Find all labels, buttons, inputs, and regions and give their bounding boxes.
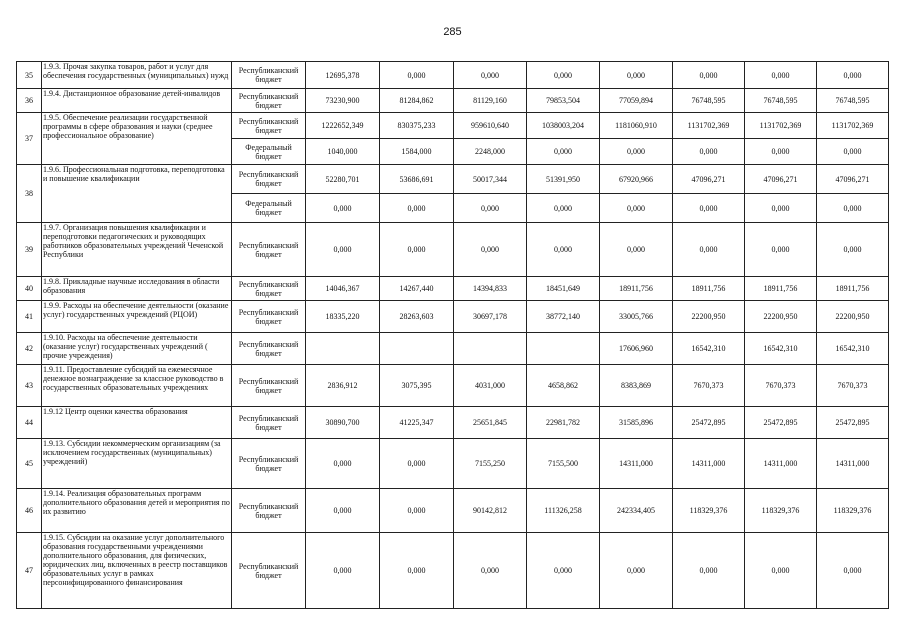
amount-cell: 0,000 xyxy=(454,223,527,277)
measure-name-text: 1.9.8. Прикладные научные исследования в области образования xyxy=(43,277,220,295)
table-row xyxy=(17,407,889,439)
table-row xyxy=(17,439,889,489)
amount-cell: 25472,895 xyxy=(817,407,889,439)
amount-cell: 8383,869 xyxy=(600,365,673,407)
row-number: 38 xyxy=(17,165,42,223)
amount-cell: 0,000 xyxy=(380,439,454,489)
amount-cell: 16542,310 xyxy=(745,333,817,365)
amount-cell: 52280,701 xyxy=(306,165,380,194)
amount-cell: 18451,649 xyxy=(527,277,600,301)
row-number: 37 xyxy=(17,113,42,165)
amount-cell: 0,000 xyxy=(745,223,817,277)
amount-cell: 0,000 xyxy=(380,223,454,277)
amount-cell: 14311,000 xyxy=(745,439,817,489)
amount-cell: 7670,373 xyxy=(745,365,817,407)
funding-source: Федеральный бюджет xyxy=(232,139,306,165)
funding-source: Республиканский бюджет xyxy=(232,277,306,301)
amount-cell: 47096,271 xyxy=(673,165,745,194)
funding-source: Республиканский бюджет xyxy=(232,165,306,194)
table-row xyxy=(17,89,889,113)
amount-cell: 111326,258 xyxy=(527,489,600,533)
funding-source: Республиканский бюджет xyxy=(232,301,306,333)
amount-cell: 1181060,910 xyxy=(600,113,673,139)
measure-name xyxy=(42,165,232,223)
amount-cell: 0,000 xyxy=(380,533,454,609)
amount-cell: 4031,000 xyxy=(454,365,527,407)
funding-source: Республиканский бюджет xyxy=(232,365,306,407)
measure-name xyxy=(42,533,232,609)
measure-name-text: 1.9.7. Организация повышения квалификации и переподготовки педагогических и руководящих работников образовательных учреждений Чеченской Республики xyxy=(43,223,224,259)
amount-cell: 73230,900 xyxy=(306,89,380,113)
amount-cell: 0,000 xyxy=(745,533,817,609)
amount-cell: 16542,310 xyxy=(673,333,745,365)
funding-source: Республиканский бюджет xyxy=(232,407,306,439)
amount-cell: 0,000 xyxy=(454,62,527,89)
amount-cell xyxy=(454,333,527,365)
amount-cell: 242334,405 xyxy=(600,489,673,533)
row-number: 42 xyxy=(17,333,42,365)
measure-name xyxy=(42,489,232,533)
measure-name xyxy=(42,407,232,439)
measure-name-text: 1.9.15. Субсидии на оказание услуг дополнительного образования государственными учреждениями дополнительного образования, для физических, юридических лиц, включенных в реестр поставщиков образовательных услуг в рамках персонифицированного финансирования xyxy=(43,533,228,587)
measure-name xyxy=(42,277,232,301)
amount-cell: 0,000 xyxy=(527,223,600,277)
amount-cell: 0,000 xyxy=(306,194,380,223)
funding-source: Республиканский бюджет xyxy=(232,113,306,139)
amount-cell: 25472,895 xyxy=(745,407,817,439)
amount-cell: 0,000 xyxy=(527,533,600,609)
amount-cell: 0,000 xyxy=(306,533,380,609)
amount-cell: 1584,000 xyxy=(380,139,454,165)
amount-cell: 41225,347 xyxy=(380,407,454,439)
amount-cell: 77059,894 xyxy=(600,89,673,113)
amount-cell: 18911,756 xyxy=(673,277,745,301)
amount-cell: 17606,960 xyxy=(600,333,673,365)
amount-cell: 0,000 xyxy=(817,139,889,165)
amount-cell: 0,000 xyxy=(745,62,817,89)
amount-cell: 0,000 xyxy=(306,439,380,489)
amount-cell: 2836,912 xyxy=(306,365,380,407)
amount-cell: 0,000 xyxy=(600,62,673,89)
amount-cell: 118329,376 xyxy=(745,489,817,533)
amount-cell: 67920,966 xyxy=(600,165,673,194)
amount-cell: 76748,595 xyxy=(673,89,745,113)
measure-name xyxy=(42,89,232,113)
row-number: 45 xyxy=(17,439,42,489)
measure-name-text: 1.9.13. Субсидии некоммерческим организациям (за исключением государственных (муниципальных) учреждений) xyxy=(43,439,221,466)
amount-cell: 7670,373 xyxy=(673,365,745,407)
measure-name-text: 1.9.9. Расходы на обеспечение деятельности (оказание услуг) государственных учреждений (РЦОИ) xyxy=(43,301,229,319)
amount-cell: 1131702,369 xyxy=(745,113,817,139)
measure-name-text: 1.9.5. Обеспечение реализации государственной программы в сфере образования и науки (среднее профессиональное образование) xyxy=(43,113,213,140)
funding-source: Республиканский бюджет xyxy=(232,489,306,533)
measure-name-text: 1.9.11. Предоставление субсидий на ежемесячное денежное вознаграждение за классное руководство в государственных образовательных учреждениях xyxy=(43,365,224,392)
row-number: 46 xyxy=(17,489,42,533)
amount-cell: 0,000 xyxy=(380,489,454,533)
funding-source: Республиканский бюджет xyxy=(232,439,306,489)
amount-cell: 22981,782 xyxy=(527,407,600,439)
amount-cell: 22200,950 xyxy=(673,301,745,333)
amount-cell: 4658,862 xyxy=(527,365,600,407)
amount-cell: 14046,367 xyxy=(306,277,380,301)
measure-name-text: 1.9.6. Профессиональная подготовка, переподготовка и повышение квалификации xyxy=(43,165,225,183)
measure-name xyxy=(42,113,232,165)
amount-cell: 0,000 xyxy=(817,62,889,89)
amount-cell: 25651,845 xyxy=(454,407,527,439)
amount-cell: 14394,833 xyxy=(454,277,527,301)
row-number: 47 xyxy=(17,533,42,609)
measure-name xyxy=(42,365,232,407)
funding-source: Федеральный бюджет xyxy=(232,194,306,223)
amount-cell: 18335,220 xyxy=(306,301,380,333)
amount-cell: 118329,376 xyxy=(673,489,745,533)
amount-cell: 0,000 xyxy=(817,194,889,223)
table-row xyxy=(17,533,889,609)
amount-cell: 118329,376 xyxy=(817,489,889,533)
amount-cell: 47096,271 xyxy=(817,165,889,194)
amount-cell: 14311,000 xyxy=(817,439,889,489)
amount-cell: 0,000 xyxy=(817,223,889,277)
funding-source: Республиканский бюджет xyxy=(232,62,306,89)
table-row xyxy=(17,333,889,365)
row-number: 44 xyxy=(17,407,42,439)
table-row xyxy=(17,489,889,533)
funding-source: Республиканский бюджет xyxy=(232,223,306,277)
amount-cell: 18911,756 xyxy=(817,277,889,301)
amount-cell: 7670,373 xyxy=(817,365,889,407)
row-number: 35 xyxy=(17,62,42,89)
amount-cell: 50017,344 xyxy=(454,165,527,194)
amount-cell: 0,000 xyxy=(673,139,745,165)
amount-cell: 0,000 xyxy=(527,62,600,89)
row-number: 41 xyxy=(17,301,42,333)
amount-cell: 830375,233 xyxy=(380,113,454,139)
measure-name-text: 1.9.12 Центр оценки качества образования xyxy=(43,407,188,416)
amount-cell: 0,000 xyxy=(306,223,380,277)
amount-cell: 2248,000 xyxy=(454,139,527,165)
amount-cell: 79853,504 xyxy=(527,89,600,113)
amount-cell: 0,000 xyxy=(454,194,527,223)
amount-cell: 0,000 xyxy=(527,139,600,165)
row-number: 39 xyxy=(17,223,42,277)
amount-cell: 31585,896 xyxy=(600,407,673,439)
page-number: 285 xyxy=(443,26,462,38)
amount-cell: 0,000 xyxy=(527,194,600,223)
amount-cell: 1040,000 xyxy=(306,139,380,165)
amount-cell: 0,000 xyxy=(817,533,889,609)
table-body xyxy=(17,62,889,609)
amount-cell xyxy=(380,333,454,365)
amount-cell: 18911,756 xyxy=(600,277,673,301)
measure-name xyxy=(42,439,232,489)
funding-source: Республиканский бюджет xyxy=(232,89,306,113)
funding-source: Республиканский бюджет xyxy=(232,333,306,365)
amount-cell: 0,000 xyxy=(306,489,380,533)
amount-cell: 0,000 xyxy=(600,194,673,223)
amount-cell: 16542,310 xyxy=(817,333,889,365)
table-row xyxy=(17,113,889,139)
amount-cell: 3075,395 xyxy=(380,365,454,407)
amount-cell: 1038003,204 xyxy=(527,113,600,139)
amount-cell: 0,000 xyxy=(380,62,454,89)
amount-cell: 1222652,349 xyxy=(306,113,380,139)
amount-cell: 12695,378 xyxy=(306,62,380,89)
table-row xyxy=(17,277,889,301)
amount-cell: 0,000 xyxy=(745,139,817,165)
measure-name-text: 1.9.3. Прочая закупка товаров, работ и услуг для обеспечения государственных (муниципальных) нужд xyxy=(43,62,229,80)
amount-cell xyxy=(527,333,600,365)
amount-cell xyxy=(306,333,380,365)
measure-name xyxy=(42,223,232,277)
amount-cell: 0,000 xyxy=(673,223,745,277)
table-row xyxy=(17,301,889,333)
table-row xyxy=(17,365,889,407)
amount-cell: 14311,000 xyxy=(673,439,745,489)
amount-cell: 0,000 xyxy=(673,62,745,89)
amount-cell: 22200,950 xyxy=(745,301,817,333)
measure-name xyxy=(42,301,232,333)
amount-cell: 38772,140 xyxy=(527,301,600,333)
amount-cell: 76748,595 xyxy=(745,89,817,113)
amount-cell: 0,000 xyxy=(600,223,673,277)
amount-cell: 0,000 xyxy=(454,533,527,609)
table-row xyxy=(17,62,889,89)
amount-cell: 30890,700 xyxy=(306,407,380,439)
amount-cell: 0,000 xyxy=(600,533,673,609)
measure-name xyxy=(42,333,232,365)
amount-cell: 1131702,369 xyxy=(817,113,889,139)
amount-cell: 81284,862 xyxy=(380,89,454,113)
amount-cell: 28263,603 xyxy=(380,301,454,333)
row-number: 36 xyxy=(17,89,42,113)
row-number: 43 xyxy=(17,365,42,407)
table-row xyxy=(17,165,889,194)
amount-cell: 33005,766 xyxy=(600,301,673,333)
funding-source: Республиканский бюджет xyxy=(232,533,306,609)
amount-cell: 7155,250 xyxy=(454,439,527,489)
amount-cell: 0,000 xyxy=(380,194,454,223)
amount-cell: 0,000 xyxy=(673,194,745,223)
amount-cell: 51391,950 xyxy=(527,165,600,194)
amount-cell: 959610,640 xyxy=(454,113,527,139)
amount-cell: 90142,812 xyxy=(454,489,527,533)
row-number: 40 xyxy=(17,277,42,301)
amount-cell: 18911,756 xyxy=(745,277,817,301)
amount-cell: 7155,500 xyxy=(527,439,600,489)
amount-cell: 0,000 xyxy=(673,533,745,609)
measure-name-text: 1.9.14. Реализация образовательных программ дополнительного образования детей и мероприятия по их развитию xyxy=(43,489,230,516)
amount-cell: 0,000 xyxy=(600,139,673,165)
measure-name xyxy=(42,62,232,89)
amount-cell: 30697,178 xyxy=(454,301,527,333)
table-row xyxy=(17,223,889,277)
amount-cell: 14311,000 xyxy=(600,439,673,489)
measure-name-text: 1.9.10. Расходы на обеспечение деятельности (оказание услуг) государственных учреждений ( прочие учреждения) xyxy=(43,333,208,360)
amount-cell: 22200,950 xyxy=(817,301,889,333)
amount-cell: 76748,595 xyxy=(817,89,889,113)
budget-table xyxy=(16,61,889,609)
measure-name-text: 1.9.4. Дистанционное образование детей-инвалидов xyxy=(43,89,221,98)
amount-cell: 1131702,369 xyxy=(673,113,745,139)
amount-cell: 47096,271 xyxy=(745,165,817,194)
amount-cell: 25472,895 xyxy=(673,407,745,439)
amount-cell: 81129,160 xyxy=(454,89,527,113)
amount-cell: 14267,440 xyxy=(380,277,454,301)
amount-cell: 0,000 xyxy=(745,194,817,223)
amount-cell: 53686,691 xyxy=(380,165,454,194)
